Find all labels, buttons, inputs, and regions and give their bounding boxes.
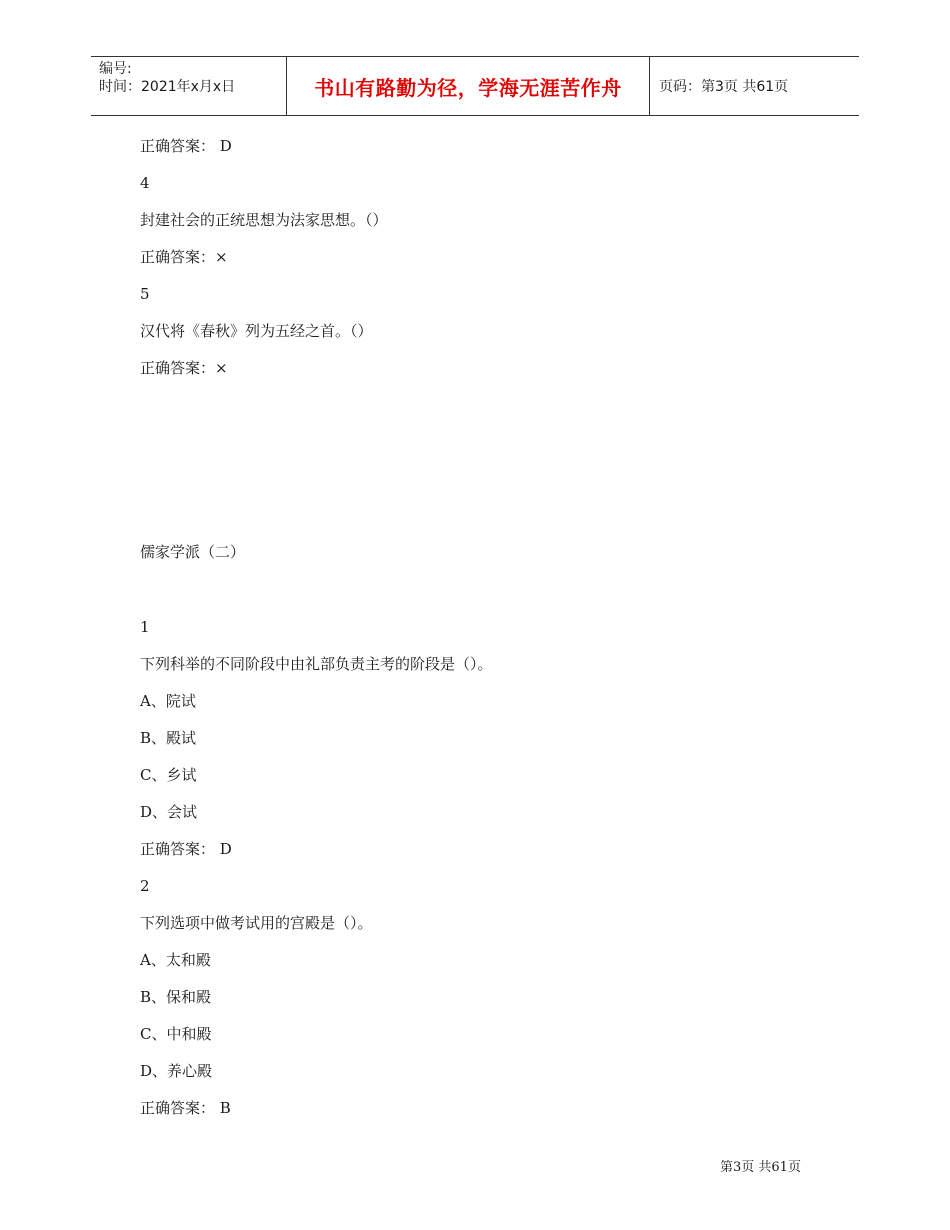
option-c: C、中和殿 — [140, 1025, 212, 1043]
answer-line: 正确答案：× — [140, 248, 228, 266]
question-number: 4 — [140, 174, 150, 192]
question-text: 下列科举的不同阶段中由礼部负责主考的阶段是（）。 — [140, 655, 493, 673]
option-b: B、保和殿 — [140, 988, 212, 1006]
header-meta — [91, 57, 287, 115]
answer-line: 正确答案： B — [140, 1099, 231, 1117]
option-b: B、殿试 — [140, 729, 197, 747]
document-number-label: 编号: — [99, 61, 132, 77]
document-time-label: 时间：2021年x月x日 — [99, 79, 236, 95]
option-a: A、院试 — [140, 692, 196, 710]
option-c: C、乡试 — [140, 766, 197, 784]
question-number: 2 — [140, 877, 150, 895]
page-footer: 第3页 共61页 — [720, 1160, 801, 1175]
header-motto: 书山有路勤为径，学海无涯苦作舟 — [287, 57, 650, 115]
answer-line: 正确答案：× — [140, 359, 228, 377]
question-number: 5 — [140, 285, 150, 303]
section-heading: 儒家学派（二） — [140, 543, 246, 561]
answer-line: 正确答案： D — [140, 840, 232, 858]
header-page-info: 页码：第3页 共61页 — [659, 79, 789, 95]
question-text: 封建社会的正统思想为法家思想。（） — [140, 211, 388, 229]
document-header — [91, 56, 859, 116]
answer-line: 正确答案： D — [140, 137, 232, 155]
option-d: D、养心殿 — [140, 1062, 213, 1080]
question-number: 1 — [140, 618, 150, 636]
option-a: A、太和殿 — [140, 951, 211, 969]
question-text: 汉代将《春秋》列为五经之首。（） — [140, 322, 373, 340]
option-d: D、会试 — [140, 803, 198, 821]
question-text: 下列选项中做考试用的宫殿是（）。 — [140, 914, 373, 932]
